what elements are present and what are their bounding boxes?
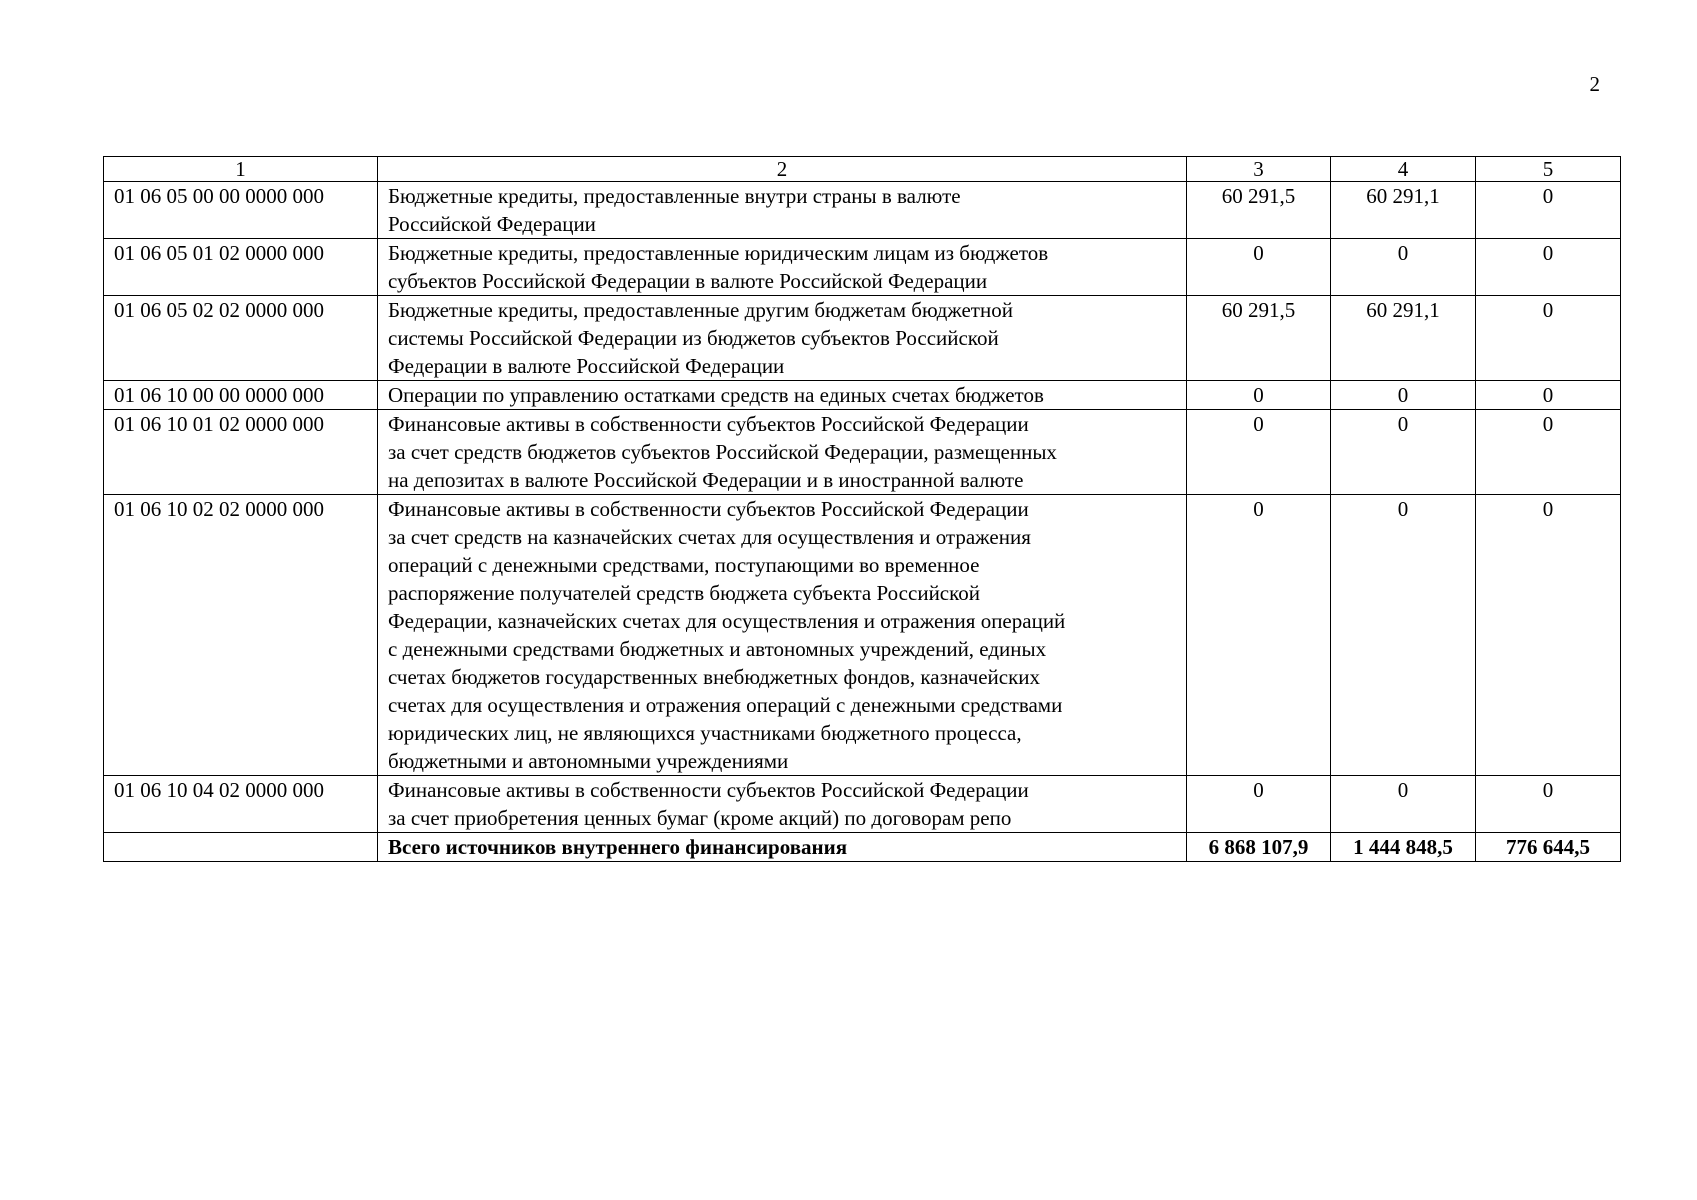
table-row — [104, 776, 1621, 833]
total-row — [104, 833, 1621, 862]
row-col3: 0 — [1187, 239, 1331, 296]
row-code: 01 06 05 02 02 0000 000 — [104, 296, 378, 381]
total-col4: 1 444 848,5 — [1331, 833, 1476, 862]
column-header-1: 1 — [104, 157, 378, 182]
row-col3: 0 — [1187, 495, 1331, 776]
row-col5: 0 — [1476, 381, 1621, 410]
total-code-cell — [104, 833, 378, 862]
row-col3: 60 291,5 — [1187, 182, 1331, 239]
column-header-2: 2 — [378, 157, 1187, 182]
row-col4: 0 — [1331, 495, 1476, 776]
column-header-5: 5 — [1476, 157, 1621, 182]
row-col5: 0 — [1476, 495, 1621, 776]
total-col5: 776 644,5 — [1476, 833, 1621, 862]
row-code: 01 06 10 02 02 0000 000 — [104, 495, 378, 776]
row-col3: 0 — [1187, 381, 1331, 410]
table-row — [104, 239, 1621, 296]
row-col5: 0 — [1476, 410, 1621, 495]
total-label: Всего источников внутреннего финансирования — [378, 833, 1187, 862]
row-col4: 0 — [1331, 776, 1476, 833]
row-name: Бюджетные кредиты, предоставленные внутри страны в валюте Российской Федерации — [378, 182, 1187, 239]
row-col3: 0 — [1187, 776, 1331, 833]
page-number: 2 — [1589, 72, 1600, 96]
row-col4: 0 — [1331, 239, 1476, 296]
row-name: Бюджетные кредиты, предоставленные юридическим лицам из бюджетов субъектов Российской Федерации в валюте Российской Федерации — [378, 239, 1187, 296]
total-col3: 6 868 107,9 — [1187, 833, 1331, 862]
table-row — [104, 495, 1621, 776]
column-header-3: 3 — [1187, 157, 1331, 182]
table-row — [104, 381, 1621, 410]
row-code: 01 06 05 00 00 0000 000 — [104, 182, 378, 239]
row-code: 01 06 10 00 00 0000 000 — [104, 381, 378, 410]
column-number-header-row — [104, 157, 1621, 182]
row-name: Финансовые активы в собственности субъектов Российской Федерации за счет средств на казначейских счетах для осуществления и отражения операций с денежными средствами, поступающими во временное распоряжение получателей средств бюджета субъекта Российской Федерации, казначейских счетах для осуществления и отражения операций с денежными средствами бюджетных и автономных учреждений, единых счетах бюджетов государственных внебюджетных фондов, казначейских счетах для осуществления и отражения операций с денежными средствами юридических лиц, не являющихся участниками бюджетного процесса, бюджетными и автономными учреждениями — [378, 495, 1187, 776]
financing-sources-table — [103, 156, 1621, 862]
row-col3: 60 291,5 — [1187, 296, 1331, 381]
row-code: 01 06 10 04 02 0000 000 — [104, 776, 378, 833]
row-col5: 0 — [1476, 296, 1621, 381]
row-col5: 0 — [1476, 182, 1621, 239]
table-row — [104, 182, 1621, 239]
row-col3: 0 — [1187, 410, 1331, 495]
row-col4: 0 — [1331, 410, 1476, 495]
row-col4: 60 291,1 — [1331, 296, 1476, 381]
row-code: 01 06 10 01 02 0000 000 — [104, 410, 378, 495]
row-col5: 0 — [1476, 239, 1621, 296]
row-name: Операции по управлению остатками средств на единых счетах бюджетов — [378, 381, 1187, 410]
table-row — [104, 410, 1621, 495]
row-col5: 0 — [1476, 776, 1621, 833]
column-header-4: 4 — [1331, 157, 1476, 182]
row-name: Финансовые активы в собственности субъектов Российской Федерации за счет средств бюджетов субъектов Российской Федерации, размещенных на депозитах в валюте Российской Федерации и в иностранной валюте — [378, 410, 1187, 495]
row-col4: 0 — [1331, 381, 1476, 410]
table-row — [104, 296, 1621, 381]
row-name: Финансовые активы в собственности субъектов Российской Федерации за счет приобретения ценных бумаг (кроме акций) по договорам репо — [378, 776, 1187, 833]
row-name: Бюджетные кредиты, предоставленные другим бюджетам бюджетной системы Российской Федерации из бюджетов субъектов Российской Федерации в валюте Российской Федерации — [378, 296, 1187, 381]
row-code: 01 06 05 01 02 0000 000 — [104, 239, 378, 296]
row-col4: 60 291,1 — [1331, 182, 1476, 239]
